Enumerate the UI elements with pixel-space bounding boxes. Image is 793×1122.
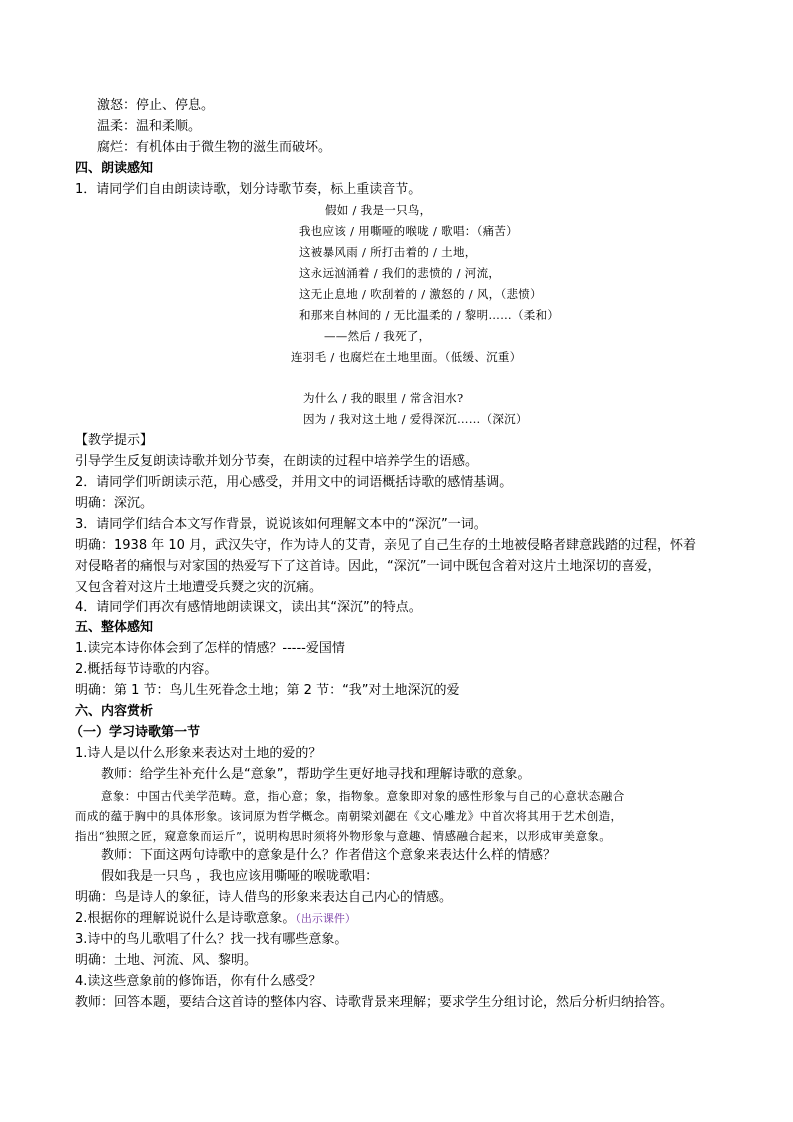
- yixiang-definition-line-1: 意象：中国古代美学范畴。意，指心意；象，指物象。意象即对象的感性形象与自己的心意状态融合: [101, 789, 625, 803]
- overview-q2: 2.概括每节诗歌的内容。: [75, 662, 218, 677]
- teaching-hint-text: 引导学生反复朗读诗歌并划分节奏，在朗读的过程中培养学生的语感。: [75, 454, 479, 469]
- question-2: 2．请同学们听朗读示范，用心感受，并用文中的词语概括诗歌的感情基调。: [75, 475, 513, 490]
- poem-line-9: 为什么 / 我的眼里 / 常含泪水?: [303, 391, 464, 405]
- poem-line-4: 这永远汹涌着 / 我们的悲愤的 / 河流，: [299, 266, 501, 280]
- analysis-answer-1: 明确：鸟是诗人的象征，诗人借鸟的形象来表达自己内心的情感。: [75, 890, 453, 905]
- poem-line-7: ——然后 / 我死了，: [324, 329, 431, 343]
- poem-quote: 假如我是一只鸟 ，我也应该用嘶哑的喉咙歌唱：: [101, 869, 379, 884]
- answer-3-line-2: 对侵略者的痛恨与对家国的热爱写下了这首诗。因此，“深沉”一词中既包含着对这片土地深切的喜爱，: [75, 559, 661, 574]
- poem-line-10: 因为 / 我对这土地 / 爱得深沉……（深沉）: [303, 412, 528, 426]
- heading-section-4: 四、朗读感知: [75, 161, 154, 176]
- courseware-note: （出示课件）: [295, 912, 356, 925]
- question-1-reading: 1．请同学们自由朗读诗歌，划分诗歌节奏，标上重读音节。: [75, 182, 422, 197]
- poem-line-3: 这被暴风雨 / 所打击着的 / 土地，: [299, 245, 477, 259]
- teacher-note-2: 教师：下面这两句诗歌中的意象是什么？作者借这个意象来表达什么样的情感？: [101, 848, 557, 863]
- question-3: 3．请同学们结合本文写作背景，说说该如何理解文本中的“深沉”一词。: [75, 517, 487, 532]
- poem-line-6: 和那来自林间的 / 无比温柔的 / 黎明……（柔和）: [299, 308, 560, 322]
- analysis-q4: 4.读这些意象前的修饰语，你有什么感受？: [75, 974, 322, 989]
- subheading-part-1: （一）学习诗歌第一节: [70, 725, 201, 740]
- overview-q1: 1.读完本诗你体会到了怎样的情感？-----爱国情: [75, 641, 345, 656]
- gloss-jinu: 激怒：停止、停息。: [97, 98, 215, 113]
- yixiang-definition-line-2: 而成的蕴于胸中的具体形象。该词原为哲学概念。南朝梁刘勰在《文心雕龙》中首次将其用于艺术创造，: [75, 809, 623, 823]
- answer-3-line-1: 明确：1938 年 10 月，武汉失守，作为诗人的艾青，亲见了自己生存的土地被侵略者肆意践踏的过程，怀着: [75, 538, 697, 553]
- poem-line-1: 假如 / 我是一只鸟，: [325, 203, 432, 217]
- heading-section-6: 六、内容赏析: [75, 704, 154, 719]
- analysis-answer-3: 明确：土地、河流、风、黎明。: [75, 953, 258, 968]
- question-4: 4．请同学们再次有感情地朗读课文，读出其“深沉”的特点。: [75, 600, 422, 615]
- analysis-q3: 3.诗中的鸟儿歌唱了什么？找一找有哪些意象。: [75, 932, 348, 947]
- poem-line-8: 连羽毛 / 也腐烂在土地里面。（低缓、沉重）: [291, 350, 522, 364]
- gloss-wenrou: 温柔：温和柔顺。: [97, 119, 202, 134]
- poem-line-2: 我也应该 / 用嘶哑的喉咙 / 歌唱：（痛苦）: [299, 224, 519, 238]
- answer-3-line-3: 又包含着对这片土地遭受兵燹之灾的沉痛。: [75, 580, 323, 595]
- analysis-q2: [75, 909, 356, 929]
- analysis-q2-text: 2.根据你的理解说说什么是诗歌意象。: [75, 911, 296, 926]
- answer-2: 明确：深沉。: [75, 496, 154, 511]
- overview-answer: 明确：第 1 节：鸟儿生死眷念土地；第 2 节：“我”对土地深沉的爱: [75, 683, 460, 698]
- yixiang-definition-line-3: 指出“独照之匠，窥意象而运斤”，说明构思时须将外物形象与意趣、情感融合起来，以形成审美意象。: [75, 829, 612, 843]
- teacher-note-1: 教师：给学生补充什么是“意象”，帮助学生更好地寻找和理解诗歌的意象。: [101, 767, 531, 782]
- poem-line-5: 这无止息地 / 吹刮着的 / 激怒的 / 风，（悲愤）: [299, 287, 542, 301]
- teaching-hint-title: 【教学提示】: [75, 433, 154, 448]
- heading-section-5: 五、整体感知: [75, 620, 154, 635]
- gloss-fulan: 腐烂：有机体由于微生物的滋生而破坏。: [97, 140, 332, 155]
- analysis-q1: 1.诗人是以什么形象来表达对土地的爱的？: [75, 746, 322, 761]
- teacher-note-3: 教师：回答本题，要结合这首诗的整体内容、诗歌背景来理解；要求学生分组讨论，然后分析归纳拾答。: [75, 995, 674, 1010]
